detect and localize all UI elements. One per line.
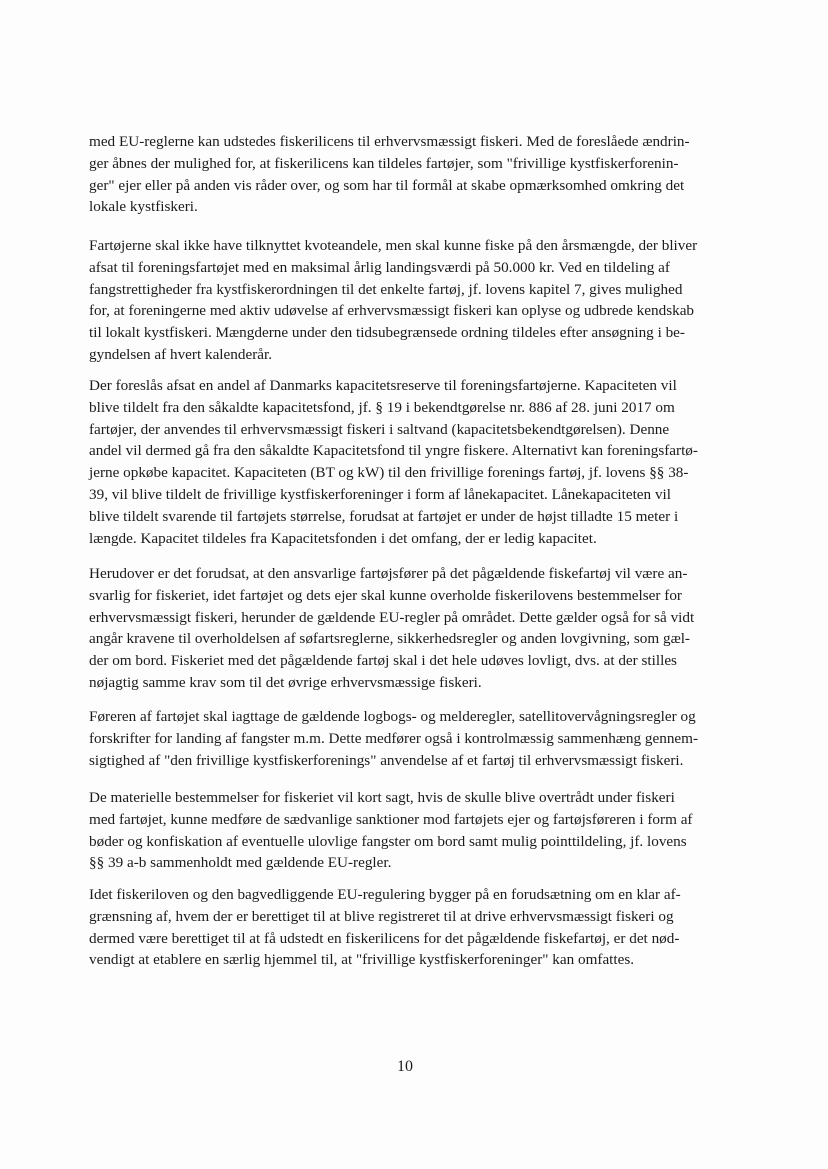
text-line: for, at foreningerne med aktiv udøvelse af erhvervsmæssigt fiskeri kan oplyse og udbrede kendskab [89, 302, 695, 320]
text-line: De materielle bestemmelser for fiskeriet vil kort sagt, hvis de skulle blive overtrådt under fiskeri [89, 789, 675, 806]
paragraph-capacity-reserve [89, 375, 741, 549]
text-line: §§ 39 a-b sammenholdt med gældende EU-regler. [89, 854, 392, 872]
paragraph-responsible-skipper [89, 563, 741, 694]
text-line: længde. Kapacitet tildeles fra Kapacitetsfonden i det omfang, der er ledig kapacitet. [89, 529, 597, 547]
text-line: Der foreslås afsat en andel af Danmarks kapacitetsreserve til foreningsfartøjerne. Kapaciteten vil [89, 377, 677, 394]
text-line: gyndelsen af hvert kalenderår. [89, 345, 273, 363]
text-line: med EU-reglerne kan udstedes fiskerilicens til erhvervsmæssigt fiskeri. Med de foreslåede ændrin- [89, 133, 690, 150]
text-line: Herudover er det forudsat, at den ansvarlige fartøjsfører på det pågældende fiskefartøj vil være an- [89, 565, 688, 582]
page-number: 10 [397, 1058, 413, 1075]
text-line: Føreren af fartøjet skal iagttage de gældende logbogs- og melderegler, satellitovervågningsregler og [89, 708, 696, 725]
text-line: 39, vil blive tildelt de frivillige kystfiskerforeninger i form af lånekapacitet. Lånekapaciteten vil [89, 485, 671, 503]
text-line: svarlig for fiskeriet, idet fartøjet og dets ejer skal kunne overholde fiskerilovens bestemmelser for [89, 586, 682, 604]
text-line: angår kravene til overholdelsen af søfartsreglerne, sikkerhedsregler og anden lovgivning, som gæl- [89, 630, 690, 648]
text-line: vendigt at etablere en særlig hjemmel til, at "frivillige kystfiskerforeninger" kan omfattes. [89, 951, 635, 969]
text-line: ger åbnes der mulighed for, at fiskerilicens kan tildeles fartøjer, som "frivillige kystfiskerforenin- [89, 154, 679, 172]
text-line: blive tildelt fra den såkaldte kapacitetsfond, jf. § 19 i bekendtgørelse nr. 886 af 28. juni 2017 om [89, 398, 675, 416]
text-line: andel vil dermed gå fra den såkaldte Kapacitetsfond til yngre fiskere. Alternativt kan foreningsfartø- [89, 442, 698, 460]
text-line: grænsning af, hvem der er berettiget til at blive registreret til at drive erhvervsmæssigt fiskeri og [89, 907, 674, 925]
text-line: ger" ejer eller på anden vis råder over, og som har til formål at skabe opmærksomhed omkring det [89, 176, 685, 194]
paragraph-eu-license [89, 131, 741, 218]
text-line: bøder og konfiskation af eventuelle ulovlige fangster om bord samt mulig pointtildeling, jf. lovens [89, 832, 687, 850]
text-line: blive tildelt svarende til fartøjets størrelse, forudsat at fartøjet er under de højst tilladte 15 meter i [89, 507, 679, 525]
text-line: Idet fiskeriloven og den bagvedliggende EU-regulering bygger på en forudsætning om en klar af- [89, 886, 681, 903]
text-line: til lokalt kystfiskeri. Mængderne under den tidsubegrænsede ordning tildeles efter ansøgning i be- [89, 324, 685, 342]
text-line: fangstrettigheder fra kystfiskerordningen til det enkelte fartøj, jf. lovens kapitel 7, gives mulighed [89, 280, 683, 298]
text-line: dermed være berettiget til at få udstedt en fiskerilicens for det pågældende fiskefartøj, er det nød- [89, 929, 680, 947]
paragraph-sanctions [89, 787, 741, 874]
text-line: Fartøjerne skal ikke have tilknyttet kvoteandele, men skal kunne fiske på den årsmængde, der bliver [89, 237, 698, 254]
paragraph-legal-basis [89, 884, 741, 971]
paragraph-vessels-quota [89, 235, 741, 366]
text-line: fartøjer, der anvendes til erhvervsmæssigt fiskeri i saltvand (kapacitetsbekendtgørelsen). Denne [89, 420, 670, 438]
text-line: jerne opkøbe kapacitet. Kapaciteten (BT og kW) til den frivillige forenings fartøj, jf. lovens §§ 38- [89, 464, 689, 482]
text-line: med fartøjet, kunne medføre de sædvanlige sanktioner mod fartøjets ejer og fartøjsføreren i form af [89, 810, 693, 828]
text-line: lokale kystfiskeri. [89, 198, 198, 216]
text-line: der om bord. Fiskeriet med det pågældende fartøj skal i det hele udøves lovligt, dvs. at der stilles [89, 652, 677, 670]
text-line: nøjagtig samme krav som til det øvrige erhvervsmæssige fiskeri. [89, 673, 482, 691]
paragraph-logbook-rules [89, 706, 741, 771]
text-line: sigtighed af "den frivillige kystfiskerforenings" anvendelse af et fartøj til erhvervsmæssigt fiskeri. [89, 751, 684, 769]
text-line: afsat til foreningsfartøjet med en maksimal årlig landingsværdi på 50.000 kr. Ved en tildeling af [89, 258, 670, 276]
text-line: forskrifter for landing af fangster m.m. Dette medfører også i kontrolmæssig sammenhæng gennem- [89, 729, 699, 747]
text-line: erhvervsmæssigt fiskeri, herunder de gældende EU-regler på området. Dette gælder også for så vidt [89, 608, 695, 626]
